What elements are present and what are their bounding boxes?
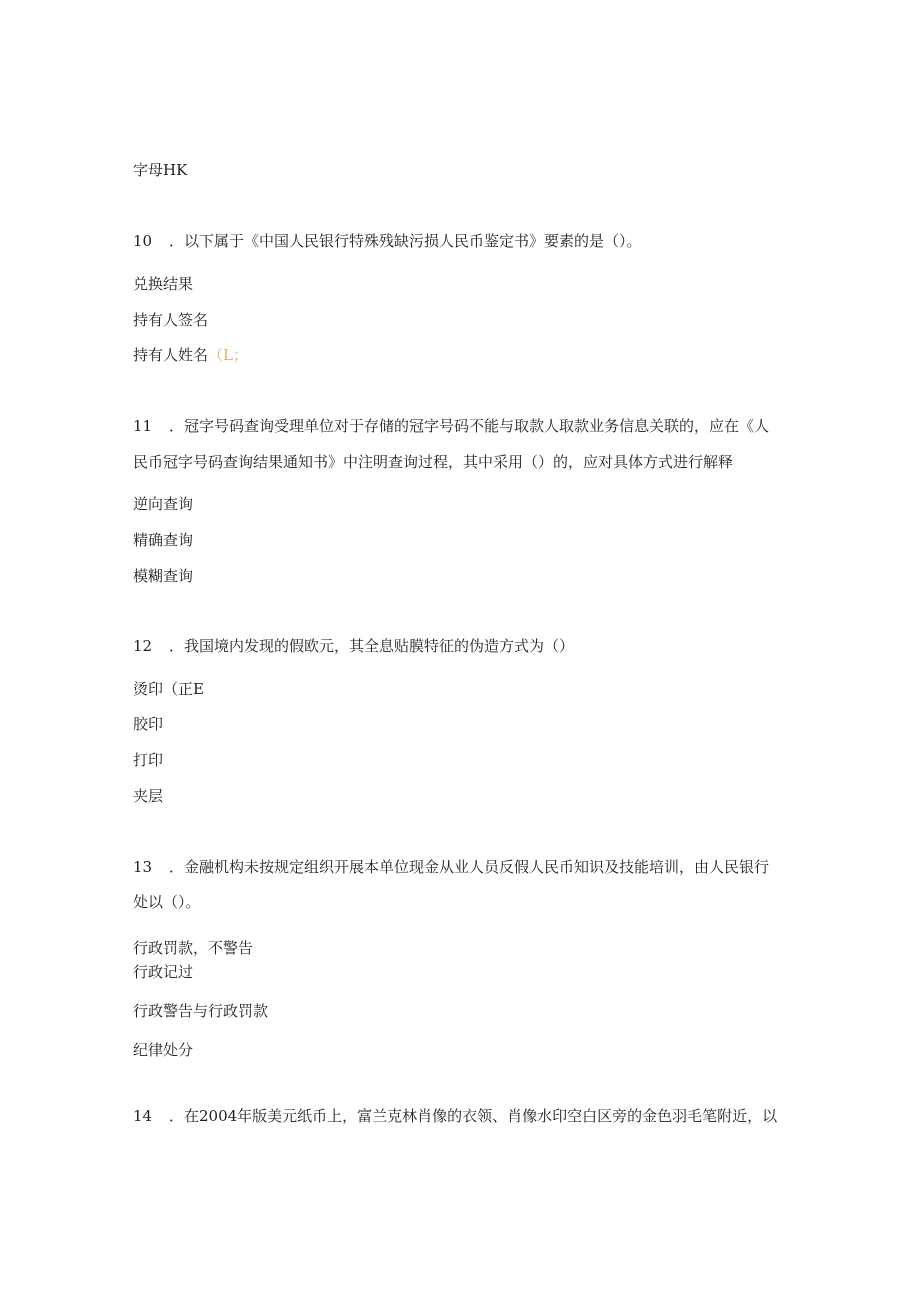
question-13-number: 13 (133, 858, 153, 876)
question-14-line-1 (133, 1106, 777, 1126)
question-13-line-2: 处以（）。 (133, 893, 201, 911)
question-12-option-4: 夹层 (133, 787, 164, 805)
question-10-option-3-text: 持有人姓名 (133, 346, 209, 364)
question-12-option-3: 打印 (133, 751, 164, 769)
question-12-text: ．我国境内发现的假欧元，其全息贴膜特征的伪造方式为（） (169, 637, 575, 655)
question-10-line-1 (133, 231, 642, 251)
question-10-option-3 (133, 345, 248, 365)
question-13-option-4: 纪律处分 (133, 1041, 194, 1059)
question-12-number: 12 (133, 637, 153, 655)
question-10-option-2: 持有人签名 (133, 311, 209, 329)
question-10-number: 10 (133, 232, 153, 250)
question-12-line-1 (133, 636, 574, 656)
question-11-option-1: 逆向查询 (133, 495, 194, 513)
question-13-option-2: 行政记过 (133, 963, 194, 981)
question-14-text: ．在2004年版美元纸币上，富兰克林肖像的衣领、肖像水印空白区旁的金色羽毛笔附近，以 (169, 1107, 778, 1125)
question-10-option-note: （L； (208, 346, 248, 364)
question-10-option-1: 兑换结果 (133, 275, 194, 293)
question-14-number: 14 (133, 1107, 153, 1125)
question-13-text-1: ．金融机构未按规定组织开展本单位现金从业人员反假人民币知识及技能培训，由人民银行 (169, 858, 770, 876)
question-12-option-2: 胶印 (133, 715, 164, 733)
question-11-option-3: 模糊查询 (133, 567, 194, 585)
question-11-text-1: ．冠字号码查询受理单位对于存储的冠字号码不能与取款人取款业务信息关联的，应在《人 (169, 417, 770, 435)
question-11-number: 11 (133, 417, 153, 435)
question-13-line-1 (133, 857, 769, 877)
question-13-option-1: 行政罚款，不警告 (133, 939, 254, 957)
intro-text: 字母HK (133, 161, 188, 179)
question-11-line-2: 民币冠字号码查询结果通知书》中注明查询过程，其中采用（）的，应对具体方式进行解释 (133, 453, 734, 471)
question-12-option-1: 烫印（正E (133, 680, 204, 698)
question-11-line-1 (133, 416, 769, 436)
question-11-option-2: 精确查询 (133, 531, 194, 549)
question-13-option-3: 行政警告与行政罚款 (133, 1002, 269, 1020)
question-10-text: ．以下属于《中国人民银行特殊残缺污损人民币鉴定书》要素的是（）。 (169, 232, 642, 250)
